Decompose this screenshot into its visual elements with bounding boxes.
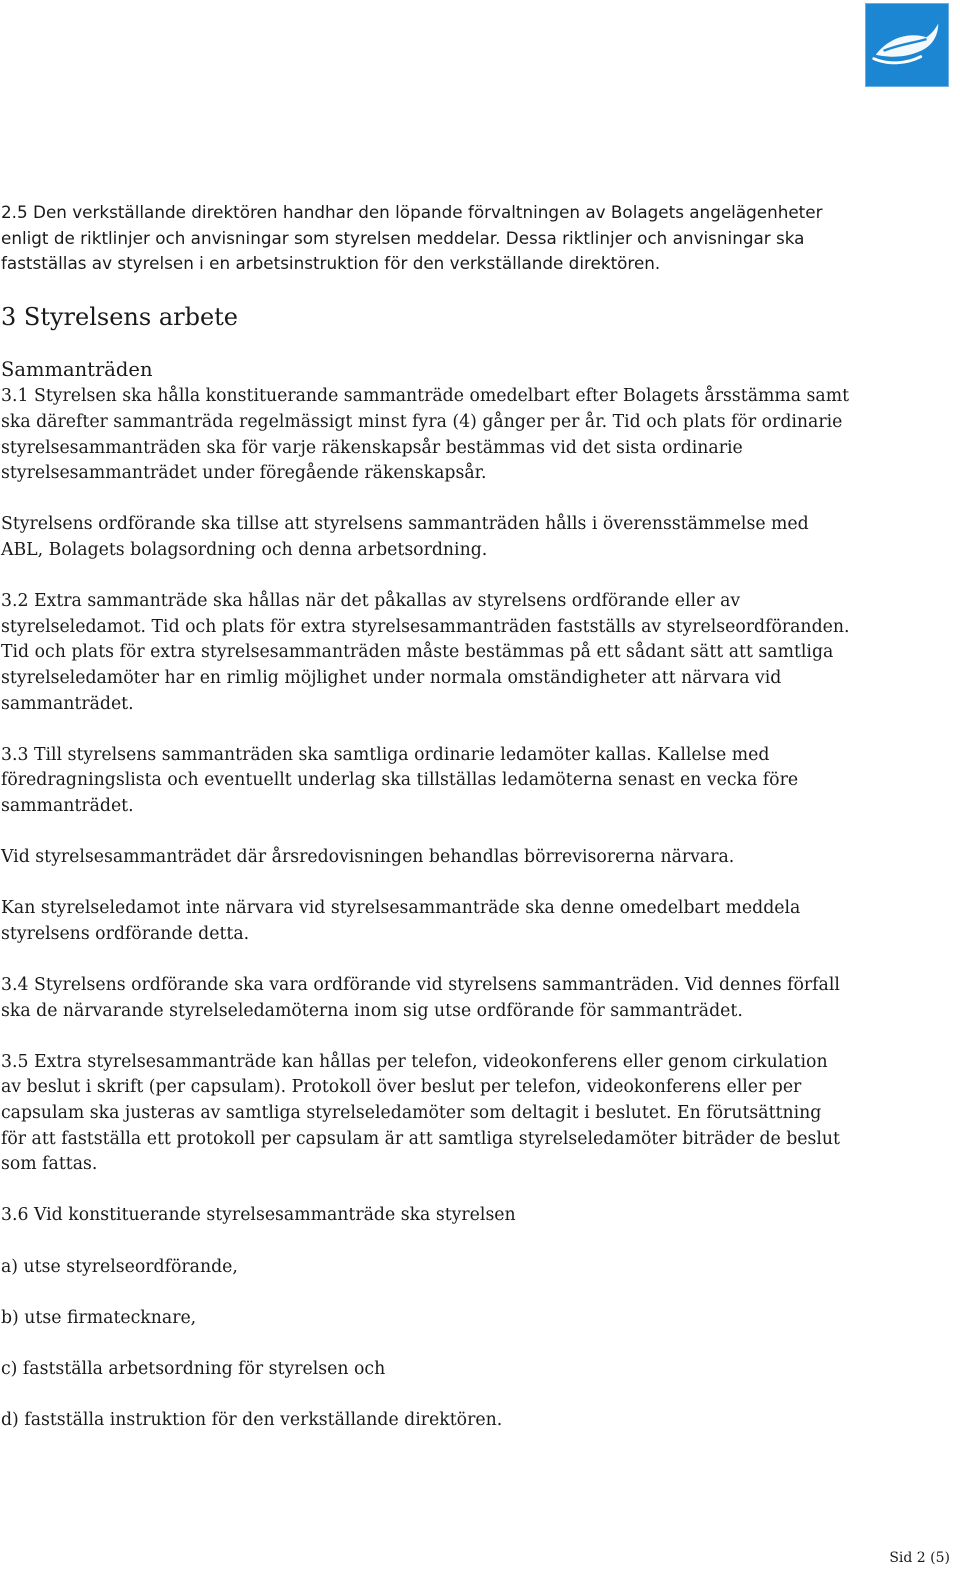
paragraph-3-3: 3.3 Till styrelsens sammanträden ska samtliga ordinarie ledamöter kallas. Kallelse med föredragningslista och eventuellt underlag ska tillställas ledamöterna senast en vecka före sammanträdet. (1, 744, 799, 816)
paragraph-3-4: 3.4 Styrelsens ordförande ska vara ordförande vid styrelsens sammanträden. Vid dennes förfall ska de närvarande styrelseledamöterna inom sig utse ordförande för sammanträdet. (1, 975, 840, 1021)
subsection-heading: Sammanträden (1, 358, 153, 382)
list-item-d: d) fastställa instruktion för den verkställande direktören. (1, 1410, 503, 1431)
paragraph-3-5: 3.5 Extra styrelsesammanträde kan hållas per telefon, videokonferens eller genom cirkulation av beslut i skrift (per capsulam). Protokoll över beslut per telefon, videokonferens eller per capsulam ska justeras av samtliga styrelseledamöter som deltagit i beslutet. En förutsättning för att fastställa ett protokoll per capsulam är att samtliga styrelseledamöter biträder de beslut som fattas. (1, 1051, 840, 1175)
paragraph-3-6: 3.6 Vid konstituerande styrelsesammanträde ska styrelsen (1, 1205, 516, 1226)
list-item-b: b) utse firmatecknare, (1, 1307, 197, 1328)
paragraph-absence: Kan styrelseledamot inte närvara vid styrelsesammanträde ska denne omedelbart meddela styrelsens ordförande detta. (1, 898, 801, 944)
list-item-a: a) utse styrelseordförande, (1, 1256, 238, 1277)
document-body (1, 200, 851, 1434)
list-item-c: c) fastställa arbetsordning för styrelsen och (1, 1358, 386, 1379)
lips-logo-icon (866, 4, 948, 86)
company-logo (865, 3, 949, 87)
paragraph-3-1: 3.1 Styrelsen ska hålla konstituerande sammanträde omedelbart efter Bolagets årsstämma samt ska därefter sammanträda regelmässigt minst fyra (4) gånger per år. Tid och plats för ordinarie styrelsesammanträden ska för varje räkenskapsår bestämmas vid det sista ordinarie styrelsesammanträdet under föregående räkenskapsår. (1, 386, 850, 484)
paragraph-auditors: Vid styrelsesammanträdet där årsredovisningen behandlas börrevisorerna närvara. (1, 847, 735, 868)
paragraph-3-2: 3.2 Extra sammanträde ska hållas när det påkallas av styrelsens ordförande eller av styrelseledamot. Tid och plats för extra styrelsesammanträden fastställs av styrelseordföranden. Tid och plats för extra styrelsesammanträden måste bestämmas på ett sådant sätt att samtliga styrelseledamöter har en rimlig möjlighet under normala omständigheter att närvara vid sammanträdet. (1, 591, 850, 714)
paragraph-chair-duty: Styrelsens ordförande ska tillse att styrelsens sammanträden hålls i överensstämmelse med ABL, Bolagets bolagsordning och denna arbetsordning. (1, 514, 809, 560)
page-number: Sid 2 (5) (889, 1550, 950, 1566)
paragraph-2-5: 2.5 Den verkställande direktören handhar den löpande förvaltningen av Bolagets angelägenheter enligt de riktlinjer och anvisningar som styrelsen meddelar. Dessa riktlinjer och anvisningar ska fastställas av styrelsen i en arbetsinstruktion för den verkställande direktören. (1, 202, 823, 274)
section-heading: 3 Styrelsens arbete (1, 303, 239, 332)
